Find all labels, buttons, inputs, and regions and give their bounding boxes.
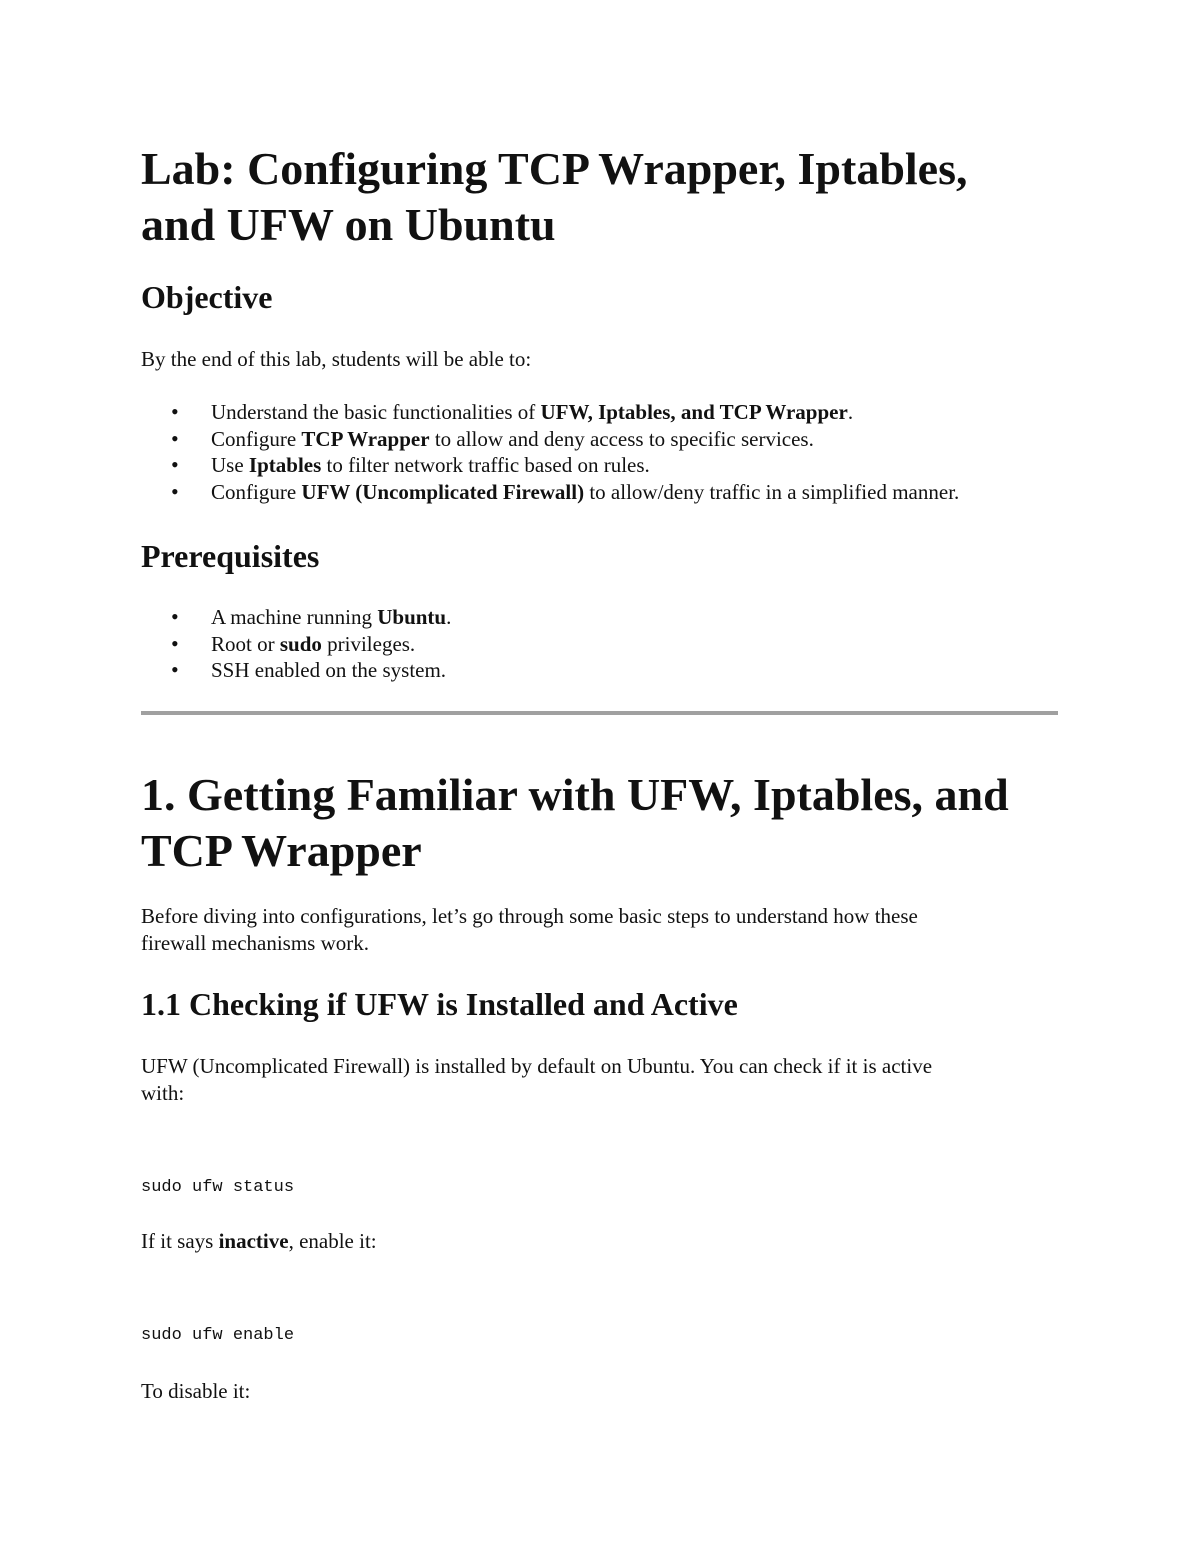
list-item: • Use Iptables to filter network traffic based on rules.	[141, 452, 1071, 479]
list-item: • SSH enabled on the system.	[141, 657, 1071, 684]
code-ufw-enable: sudo ufw enable	[141, 1326, 295, 1345]
disable-text: To disable it:	[141, 1379, 251, 1403]
list-item: • Configure UFW (Uncomplicated Firewall) to allow/deny traffic in a simplified manner.	[141, 479, 1071, 506]
section-1-1-heading: 1.1 Checking if UFW is Installed and Active	[141, 986, 738, 1022]
objective-list	[141, 399, 1071, 505]
list-item: • Root or sudo privileges.	[141, 631, 1071, 658]
section-1-intro: Before diving into configurations, let’s go through some basic steps to understand how these firewall mechanisms work.	[141, 904, 918, 955]
list-item: • Configure TCP Wrapper to allow and deny access to specific services.	[141, 426, 1071, 453]
prerequisites-list	[141, 604, 1071, 684]
prerequisites-heading: Prerequisites	[141, 538, 320, 574]
objective-intro: By the end of this lab, students will be able to:	[141, 347, 532, 371]
horizontal-divider	[141, 711, 1058, 715]
page-title	[141, 141, 1071, 253]
page-title-line2: and UFW on Ubuntu	[141, 199, 556, 250]
inactive-text: If it says inactive, enable it:	[141, 1229, 377, 1253]
list-item: • A machine running Ubuntu.	[141, 604, 1071, 631]
section-1-heading	[141, 767, 1071, 879]
section-1-1-text: UFW (Uncomplicated Firewall) is installed by default on Ubuntu. You can check if it is active with:	[141, 1054, 933, 1105]
page-title-line1: Lab: Configuring TCP Wrapper, Iptables,	[141, 143, 968, 194]
objective-heading: Objective	[141, 279, 273, 315]
code-ufw-status: sudo ufw status	[141, 1178, 295, 1197]
section-1-heading-line1: 1. Getting Familiar with UFW, Iptables, and	[141, 769, 1009, 820]
list-item: • Understand the basic functionalities of UFW, Iptables, and TCP Wrapper.	[141, 399, 1071, 426]
section-1-heading-line2: TCP Wrapper	[141, 825, 422, 876]
